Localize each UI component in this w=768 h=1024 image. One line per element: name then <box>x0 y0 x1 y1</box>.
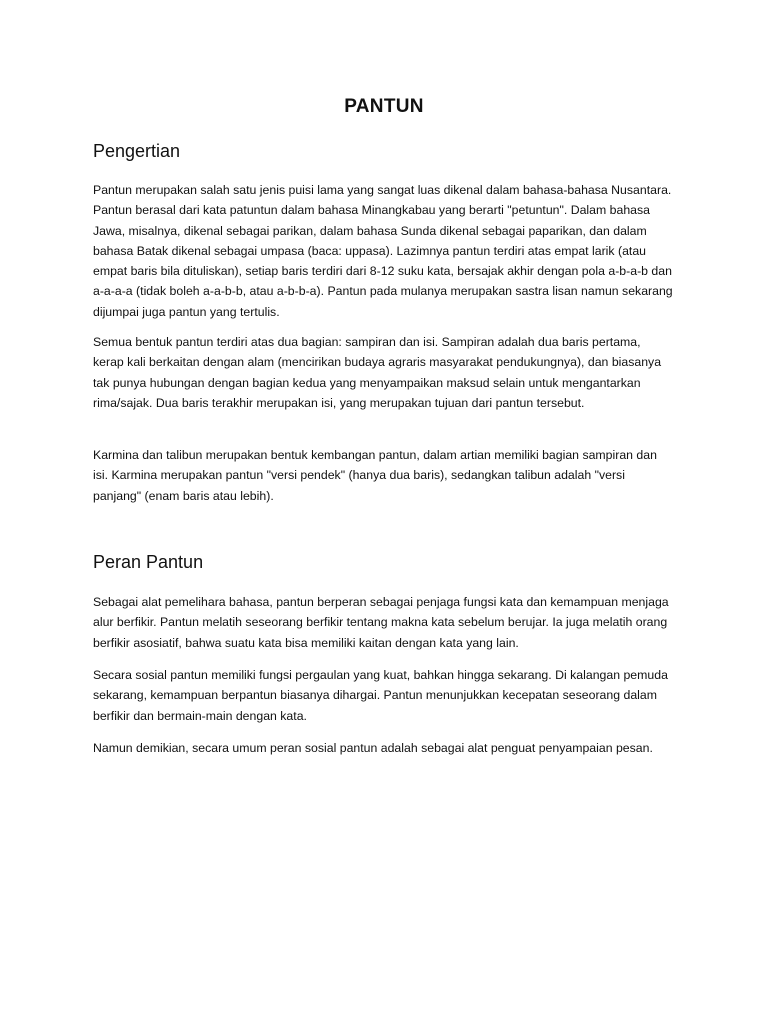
paragraph: Semua bentuk pantun terdiri atas dua bagian: sampiran dan isi. Sampiran adalah dua baris pertama, kerap kali berkaitan dengan alam (mencirikan budaya agraris masyarakat pendukungnya), dan biasanya tak punya hubungan dengan bagian kedua yang menyampaikan maksud selain untuk mengantarkan rima/sajak. Dua baris terakhir merupakan isi, yang merupakan tujuan dari pantun tersebut. <box>93 335 662 410</box>
paragraph: Namun demikian, secara umum peran sosial pantun adalah sebagai alat penguat penyampaian pesan. <box>93 741 653 755</box>
paragraph: Karmina dan talibun merupakan bentuk kembangan pantun, dalam artian memiliki bagian sampiran dan isi. Karmina merupakan pantun "versi pendek" (hanya dua baris), sedangkan talibun adalah "versi panjang" (enam baris atau lebih). <box>93 448 657 503</box>
paragraph: Pantun merupakan salah satu jenis puisi lama yang sangat luas dikenal dalam bahasa-bahasa Nusantara. Pantun berasal dari kata patuntun dalam bahasa Minangkabau yang berarti "petuntun". Dalam bahasa Jawa, misalnya, dikenal sebagai parikan, dalam bahasa Sunda dikenal sebagai paparikan, dan dalam bahasa Batak dikenal sebagai umpasa (baca: uppasa). Lazimnya pantun terdiri atas empat larik (atau empat baris bila dituliskan), setiap baris terdiri dari 8-12 suku kata, bersajak akhir dengan pola a-b-a-b dan a-a-a-a (tidak boleh a-a-b-b, atau a-b-b-a). Pantun pada mulanya merupakan sastra lisan namun sekarang dijumpai juga pantun yang tertulis. <box>93 183 673 319</box>
section-heading-peran-pantun: Peran Pantun <box>93 552 204 572</box>
document-title: PANTUN <box>344 96 424 117</box>
paragraph: Secara sosial pantun memiliki fungsi pergaulan yang kuat, bahkan hingga sekarang. Di kalangan pemuda sekarang, kemampuan berpantun biasanya dihargai. Pantun menunjukkan kecepatan seseorang dalam berfikir dan bermain-main dengan kata. <box>93 668 668 723</box>
section-heading-pengertian: Pengertian <box>93 141 181 161</box>
paragraph: Sebagai alat pemelihara bahasa, pantun berperan sebagai penjaga fungsi kata dan kemampuan menjaga alur berfikir. Pantun melatih seseorang berfikir tentang makna kata sebelum berujar. Ia juga melatih orang berfikir asosiatif, bahwa suatu kata bisa memiliki kaitan dengan kata yang lain. <box>93 595 669 650</box>
